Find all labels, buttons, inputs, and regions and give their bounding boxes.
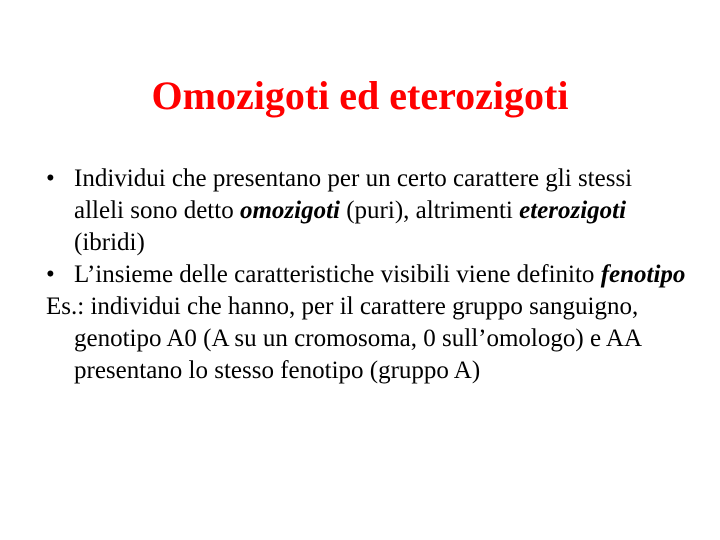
- bullet-text: L’insieme delle caratteristiche visibili viene definito: [74, 261, 601, 288]
- example-paragraph: Es.: individui che hanno, per il carattere gruppo sanguigno, genotipo A0 (A su un cromosoma, 0 sull’omologo) e AA presentano lo stesso fenotipo (gruppo A): [46, 293, 641, 384]
- bullet-text: (ibridi): [74, 229, 145, 256]
- bullet-item-phenotype: [46, 259, 686, 291]
- term-omozigoti: omozigoti: [239, 197, 340, 224]
- slide-title: Omozigoti ed eterozigoti: [151, 73, 569, 118]
- term-eterozigoti: eterozigoti: [519, 197, 627, 224]
- bullet-text: Individui che presentano per un certo carattere gli stessi alleli sono detto: [74, 165, 633, 224]
- bullet-text: (puri), altrimenti: [339, 197, 520, 224]
- bullet-item-homozygous: [46, 163, 686, 259]
- slide-body: [46, 163, 686, 387]
- term-fenotipo: fenotipo: [600, 261, 686, 288]
